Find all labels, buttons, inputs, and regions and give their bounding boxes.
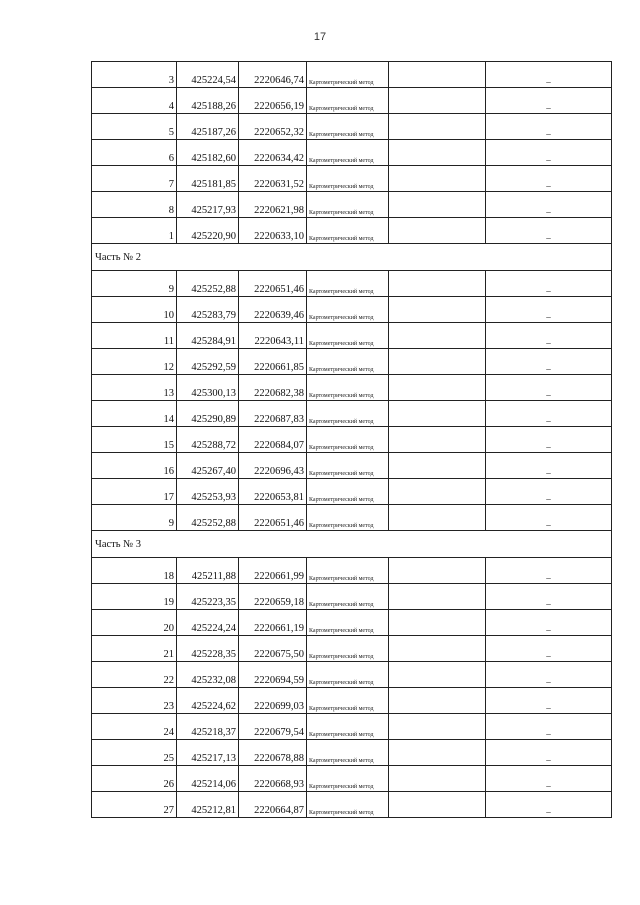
y-coordinate-cell: 2220633,10 bbox=[239, 218, 307, 244]
table-row bbox=[92, 505, 612, 531]
point-number-cell: 17 bbox=[92, 479, 177, 505]
method-cell: Картометрический метод bbox=[307, 401, 389, 427]
y-coordinate-cell: 2220675,50 bbox=[239, 636, 307, 662]
empty-cell bbox=[389, 766, 486, 792]
point-number-cell: 8 bbox=[92, 192, 177, 218]
x-coordinate-cell: 425181,85 bbox=[177, 166, 239, 192]
table-row bbox=[92, 323, 612, 349]
dash-cell: – bbox=[486, 453, 612, 479]
y-coordinate-cell: 2220694,59 bbox=[239, 662, 307, 688]
point-number-cell: 24 bbox=[92, 714, 177, 740]
table-row bbox=[92, 192, 612, 218]
table-row bbox=[92, 453, 612, 479]
table-row bbox=[92, 62, 612, 88]
dash-cell: – bbox=[486, 140, 612, 166]
y-coordinate-cell: 2220634,42 bbox=[239, 140, 307, 166]
table-row bbox=[92, 714, 612, 740]
method-cell: Картометрический метод bbox=[307, 349, 389, 375]
y-coordinate-cell: 2220699,03 bbox=[239, 688, 307, 714]
dash-cell: – bbox=[486, 610, 612, 636]
x-coordinate-cell: 425224,62 bbox=[177, 688, 239, 714]
empty-cell bbox=[389, 714, 486, 740]
y-coordinate-cell: 2220684,07 bbox=[239, 427, 307, 453]
part-header-row bbox=[92, 531, 612, 558]
point-number-cell: 26 bbox=[92, 766, 177, 792]
x-coordinate-cell: 425284,91 bbox=[177, 323, 239, 349]
point-number-cell: 12 bbox=[92, 349, 177, 375]
x-coordinate-cell: 425220,90 bbox=[177, 218, 239, 244]
method-cell: Картометрический метод bbox=[307, 114, 389, 140]
table-row bbox=[92, 479, 612, 505]
point-number-cell: 9 bbox=[92, 271, 177, 297]
empty-cell bbox=[389, 479, 486, 505]
y-coordinate-cell: 2220621,98 bbox=[239, 192, 307, 218]
table-row bbox=[92, 140, 612, 166]
method-cell: Картометрический метод bbox=[307, 271, 389, 297]
empty-cell bbox=[389, 453, 486, 479]
method-cell: Картометрический метод bbox=[307, 297, 389, 323]
empty-cell bbox=[389, 558, 486, 584]
point-number-cell: 13 bbox=[92, 375, 177, 401]
y-coordinate-cell: 2220651,46 bbox=[239, 505, 307, 531]
method-cell: Картометрический метод bbox=[307, 505, 389, 531]
method-cell: Картометрический метод bbox=[307, 192, 389, 218]
point-number-cell: 16 bbox=[92, 453, 177, 479]
point-number-cell: 20 bbox=[92, 610, 177, 636]
x-coordinate-cell: 425252,88 bbox=[177, 505, 239, 531]
empty-cell bbox=[389, 401, 486, 427]
point-number-cell: 1 bbox=[92, 218, 177, 244]
empty-cell bbox=[389, 636, 486, 662]
point-number-cell: 27 bbox=[92, 792, 177, 818]
coordinates-table-body bbox=[92, 62, 612, 818]
page-number: 17 bbox=[313, 31, 327, 43]
empty-cell bbox=[389, 584, 486, 610]
dash-cell: – bbox=[486, 714, 612, 740]
method-cell: Картометрический метод bbox=[307, 479, 389, 505]
dash-cell: – bbox=[486, 88, 612, 114]
dash-cell: – bbox=[486, 766, 612, 792]
method-cell: Картометрический метод bbox=[307, 714, 389, 740]
point-number-cell: 14 bbox=[92, 401, 177, 427]
empty-cell bbox=[389, 375, 486, 401]
dash-cell: – bbox=[486, 375, 612, 401]
method-cell: Картометрический метод bbox=[307, 610, 389, 636]
empty-cell bbox=[389, 62, 486, 88]
method-cell: Картометрический метод bbox=[307, 140, 389, 166]
method-cell: Картометрический метод bbox=[307, 792, 389, 818]
y-coordinate-cell: 2220696,43 bbox=[239, 453, 307, 479]
dash-cell: – bbox=[486, 62, 612, 88]
point-number-cell: 10 bbox=[92, 297, 177, 323]
dash-cell: – bbox=[486, 636, 612, 662]
y-coordinate-cell: 2220653,81 bbox=[239, 479, 307, 505]
y-coordinate-cell: 2220656,19 bbox=[239, 88, 307, 114]
table-row bbox=[92, 297, 612, 323]
dash-cell: – bbox=[486, 166, 612, 192]
dash-cell: – bbox=[486, 479, 612, 505]
x-coordinate-cell: 425300,13 bbox=[177, 375, 239, 401]
method-cell: Картометрический метод bbox=[307, 662, 389, 688]
dash-cell: – bbox=[486, 349, 612, 375]
x-coordinate-cell: 425290,89 bbox=[177, 401, 239, 427]
method-cell: Картометрический метод bbox=[307, 688, 389, 714]
dash-cell: – bbox=[486, 505, 612, 531]
table-row bbox=[92, 271, 612, 297]
x-coordinate-cell: 425224,54 bbox=[177, 62, 239, 88]
table-row bbox=[92, 401, 612, 427]
table-row bbox=[92, 558, 612, 584]
point-number-cell: 18 bbox=[92, 558, 177, 584]
x-coordinate-cell: 425253,93 bbox=[177, 479, 239, 505]
empty-cell bbox=[389, 427, 486, 453]
x-coordinate-cell: 425224,24 bbox=[177, 610, 239, 636]
dash-cell: – bbox=[486, 662, 612, 688]
point-number-cell: 4 bbox=[92, 88, 177, 114]
point-number-cell: 25 bbox=[92, 740, 177, 766]
dash-cell: – bbox=[486, 401, 612, 427]
point-number-cell: 7 bbox=[92, 166, 177, 192]
y-coordinate-cell: 2220687,83 bbox=[239, 401, 307, 427]
x-coordinate-cell: 425288,72 bbox=[177, 427, 239, 453]
table-row bbox=[92, 88, 612, 114]
method-cell: Картометрический метод bbox=[307, 218, 389, 244]
dash-cell: – bbox=[486, 323, 612, 349]
table-row bbox=[92, 584, 612, 610]
x-coordinate-cell: 425218,37 bbox=[177, 714, 239, 740]
y-coordinate-cell: 2220639,46 bbox=[239, 297, 307, 323]
y-coordinate-cell: 2220643,11 bbox=[239, 323, 307, 349]
method-cell: Картометрический метод bbox=[307, 636, 389, 662]
method-cell: Картометрический метод bbox=[307, 375, 389, 401]
empty-cell bbox=[389, 271, 486, 297]
point-number-cell: 23 bbox=[92, 688, 177, 714]
y-coordinate-cell: 2220652,32 bbox=[239, 114, 307, 140]
point-number-cell: 11 bbox=[92, 323, 177, 349]
method-cell: Картометрический метод bbox=[307, 766, 389, 792]
dash-cell: – bbox=[486, 740, 612, 766]
empty-cell bbox=[389, 297, 486, 323]
empty-cell bbox=[389, 192, 486, 218]
x-coordinate-cell: 425267,40 bbox=[177, 453, 239, 479]
y-coordinate-cell: 2220646,74 bbox=[239, 62, 307, 88]
x-coordinate-cell: 425182,60 bbox=[177, 140, 239, 166]
x-coordinate-cell: 425212,81 bbox=[177, 792, 239, 818]
empty-cell bbox=[389, 740, 486, 766]
x-coordinate-cell: 425228,35 bbox=[177, 636, 239, 662]
x-coordinate-cell: 425187,26 bbox=[177, 114, 239, 140]
point-number-cell: 9 bbox=[92, 505, 177, 531]
empty-cell bbox=[389, 610, 486, 636]
empty-cell bbox=[389, 792, 486, 818]
x-coordinate-cell: 425223,35 bbox=[177, 584, 239, 610]
point-number-cell: 3 bbox=[92, 62, 177, 88]
dash-cell: – bbox=[486, 792, 612, 818]
y-coordinate-cell: 2220631,52 bbox=[239, 166, 307, 192]
table-row bbox=[92, 218, 612, 244]
empty-cell bbox=[389, 88, 486, 114]
y-coordinate-cell: 2220664,87 bbox=[239, 792, 307, 818]
empty-cell bbox=[389, 688, 486, 714]
method-cell: Картометрический метод bbox=[307, 323, 389, 349]
method-cell: Картометрический метод bbox=[307, 427, 389, 453]
empty-cell bbox=[389, 218, 486, 244]
method-cell: Картометрический метод bbox=[307, 88, 389, 114]
table-row bbox=[92, 610, 612, 636]
x-coordinate-cell: 425232,08 bbox=[177, 662, 239, 688]
part-label: Часть № 2 bbox=[92, 244, 612, 271]
x-coordinate-cell: 425211,88 bbox=[177, 558, 239, 584]
x-coordinate-cell: 425217,93 bbox=[177, 192, 239, 218]
table-row bbox=[92, 375, 612, 401]
table-row bbox=[92, 740, 612, 766]
dash-cell: – bbox=[486, 271, 612, 297]
table-row bbox=[92, 349, 612, 375]
dash-cell: – bbox=[486, 688, 612, 714]
y-coordinate-cell: 2220679,54 bbox=[239, 714, 307, 740]
method-cell: Картометрический метод bbox=[307, 166, 389, 192]
y-coordinate-cell: 2220661,85 bbox=[239, 349, 307, 375]
point-number-cell: 19 bbox=[92, 584, 177, 610]
coordinates-table bbox=[91, 61, 612, 818]
dash-cell: – bbox=[486, 192, 612, 218]
y-coordinate-cell: 2220661,19 bbox=[239, 610, 307, 636]
part-header-row bbox=[92, 244, 612, 271]
x-coordinate-cell: 425283,79 bbox=[177, 297, 239, 323]
dash-cell: – bbox=[486, 218, 612, 244]
empty-cell bbox=[389, 349, 486, 375]
table-row bbox=[92, 662, 612, 688]
point-number-cell: 15 bbox=[92, 427, 177, 453]
table-row bbox=[92, 427, 612, 453]
empty-cell bbox=[389, 114, 486, 140]
x-coordinate-cell: 425188,26 bbox=[177, 88, 239, 114]
table-row bbox=[92, 166, 612, 192]
y-coordinate-cell: 2220668,93 bbox=[239, 766, 307, 792]
empty-cell bbox=[389, 662, 486, 688]
point-number-cell: 21 bbox=[92, 636, 177, 662]
point-number-cell: 6 bbox=[92, 140, 177, 166]
empty-cell bbox=[389, 323, 486, 349]
x-coordinate-cell: 425214,06 bbox=[177, 766, 239, 792]
dash-cell: – bbox=[486, 427, 612, 453]
dash-cell: – bbox=[486, 114, 612, 140]
point-number-cell: 5 bbox=[92, 114, 177, 140]
y-coordinate-cell: 2220659,18 bbox=[239, 584, 307, 610]
dash-cell: – bbox=[486, 558, 612, 584]
empty-cell bbox=[389, 505, 486, 531]
table-row bbox=[92, 114, 612, 140]
empty-cell bbox=[389, 166, 486, 192]
y-coordinate-cell: 2220682,38 bbox=[239, 375, 307, 401]
dash-cell: – bbox=[486, 297, 612, 323]
dash-cell: – bbox=[486, 584, 612, 610]
y-coordinate-cell: 2220678,88 bbox=[239, 740, 307, 766]
method-cell: Картометрический метод bbox=[307, 584, 389, 610]
table-row bbox=[92, 792, 612, 818]
method-cell: Картометрический метод bbox=[307, 558, 389, 584]
x-coordinate-cell: 425252,88 bbox=[177, 271, 239, 297]
point-number-cell: 22 bbox=[92, 662, 177, 688]
part-label: Часть № 3 bbox=[92, 531, 612, 558]
y-coordinate-cell: 2220651,46 bbox=[239, 271, 307, 297]
y-coordinate-cell: 2220661,99 bbox=[239, 558, 307, 584]
x-coordinate-cell: 425292,59 bbox=[177, 349, 239, 375]
table-row bbox=[92, 688, 612, 714]
table-row bbox=[92, 766, 612, 792]
x-coordinate-cell: 425217,13 bbox=[177, 740, 239, 766]
method-cell: Картометрический метод bbox=[307, 453, 389, 479]
method-cell: Картометрический метод bbox=[307, 740, 389, 766]
empty-cell bbox=[389, 140, 486, 166]
table-row bbox=[92, 636, 612, 662]
method-cell: Картометрический метод bbox=[307, 62, 389, 88]
